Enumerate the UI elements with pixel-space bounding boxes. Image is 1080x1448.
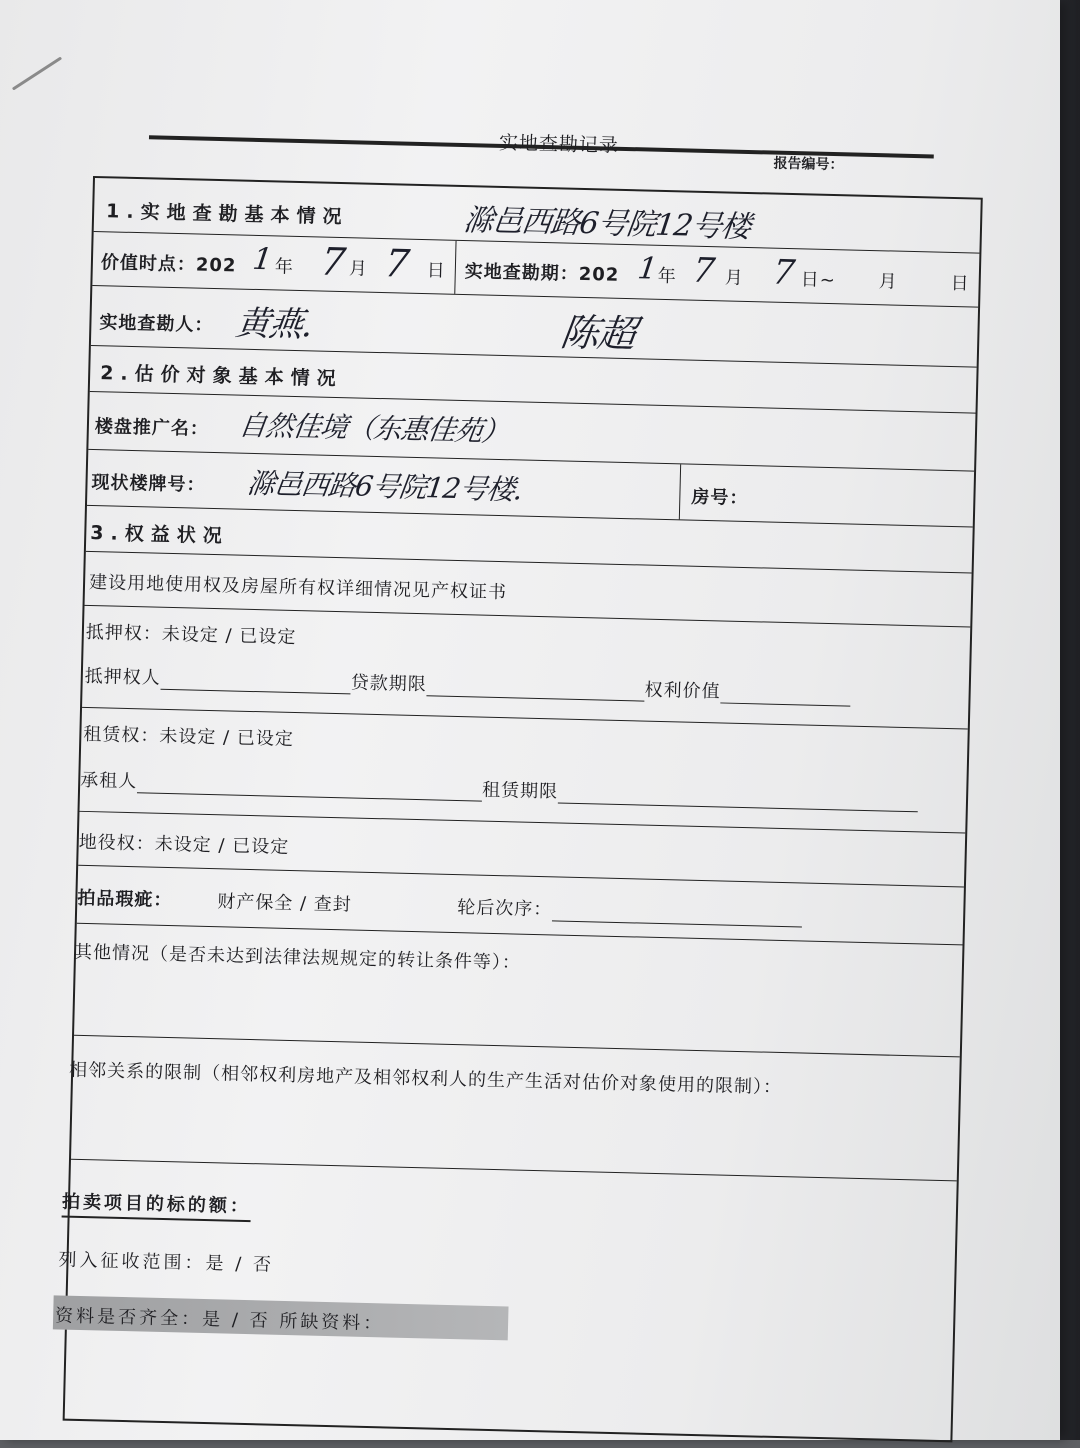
survey-form-sheet: [23, 95, 1015, 1448]
form-title: 实地查勘记录: [498, 131, 620, 157]
value-date-day-unit: 日: [426, 260, 447, 282]
right-value-blank: [720, 684, 850, 706]
lease-details: [80, 766, 918, 812]
right-value-label: 权利价值: [644, 679, 721, 703]
value-date-day-handwritten: 7: [382, 241, 412, 286]
mortgage-label: 抵押权：未设定 / 已设定: [85, 621, 297, 649]
defect-options: 财产保全 / 查封: [217, 891, 353, 916]
materials-complete-label: 资料是否齐全：是 / 否 所缺资料：: [54, 1305, 385, 1335]
value-date-year-handwritten: 1: [250, 241, 274, 278]
loan-term-label: 贷款期限: [350, 672, 427, 696]
section1-heading: 1.实地查勘基本情况: [105, 200, 349, 229]
round-order-blank: [552, 902, 802, 927]
survey-date-label: 实地查勘期：202: [464, 261, 620, 286]
lease-label: 租赁权：未设定 / 已设定: [83, 723, 295, 751]
section1-heading-handwritten: 滁邑西路6号院12号楼: [461, 203, 753, 245]
auction-amount-label: 拍卖项目的标的额：: [62, 1188, 252, 1223]
lessee-blank: [137, 774, 482, 801]
surveyor-2-signature: 陈超: [558, 310, 638, 357]
promo-name-label: 楼盘推广名：: [94, 416, 210, 440]
room-divider: [679, 464, 681, 519]
survey-date-month-unit: 月: [724, 267, 744, 289]
loan-term-blank: [426, 677, 644, 701]
expropriation-label: 列入征收范围：是 / 否: [58, 1249, 275, 1276]
staple: [12, 56, 62, 90]
survey-date-end-month-unit: 月: [878, 271, 898, 293]
survey-date-day-range: 日~: [800, 269, 837, 292]
other-row: [74, 924, 962, 1058]
survey-date-year-handwritten: 1: [635, 251, 659, 287]
building-number-label: 现状楼牌号：: [91, 472, 206, 496]
round-order: [457, 893, 803, 927]
survey-date-end-day-unit: 日: [950, 272, 970, 295]
surveyor-label: 实地查勘人：: [99, 312, 214, 336]
lease-term-label: 租赁期限: [481, 779, 559, 803]
survey-date-year-unit: 年: [657, 265, 678, 288]
round-order-label: 轮后次序：: [457, 897, 553, 921]
value-date-label: 价值时点：202: [100, 252, 237, 277]
section2-heading: 2.估价对象基本情况: [99, 362, 343, 391]
survey-date-day-handwritten: 7: [770, 252, 797, 294]
value-date-month-unit: 月: [348, 258, 369, 280]
promo-name-handwritten: 自然佳境（东惠佳苑）: [236, 408, 511, 449]
certificate-text: 建设用地使用权及房屋所有权详细情况见产权证书: [88, 571, 508, 604]
surveyor-1-signature: 黄燕.: [233, 303, 315, 346]
report-number-label: 报告编号：: [773, 155, 844, 174]
value-date-month-handwritten: 7: [318, 239, 348, 285]
value-date-year-unit: 年: [274, 256, 295, 278]
dates-divider: [454, 241, 456, 294]
mortgagee-label: 抵押权人: [84, 665, 162, 689]
lease-term-blank: [558, 785, 918, 813]
adjacent-row: [68, 1036, 960, 1182]
mortgagee-blank: [161, 671, 351, 695]
other-label: 其他情况（是否未达到法律法规规定的转让条件等）：: [73, 941, 522, 974]
survey-form-table: [54, 176, 983, 1442]
mortgage-details: [85, 662, 851, 707]
room-number-label: 房号：: [691, 486, 749, 510]
section3-heading: 3.权益状况: [90, 521, 229, 548]
defect-label: 拍品瑕疵：: [77, 887, 173, 912]
lessee-label: 承租人: [80, 769, 138, 793]
building-number-handwritten: 滁邑西路6号院12号楼.: [245, 466, 524, 507]
survey-date-month-handwritten: 7: [690, 250, 717, 292]
adjacent-label: 相邻关系的限制（相邻权利房地产及相邻权利人的生产生活对估价对象使用的限制）：: [68, 1059, 783, 1099]
easement-label: 地役权：未设定 / 已设定: [78, 831, 290, 858]
